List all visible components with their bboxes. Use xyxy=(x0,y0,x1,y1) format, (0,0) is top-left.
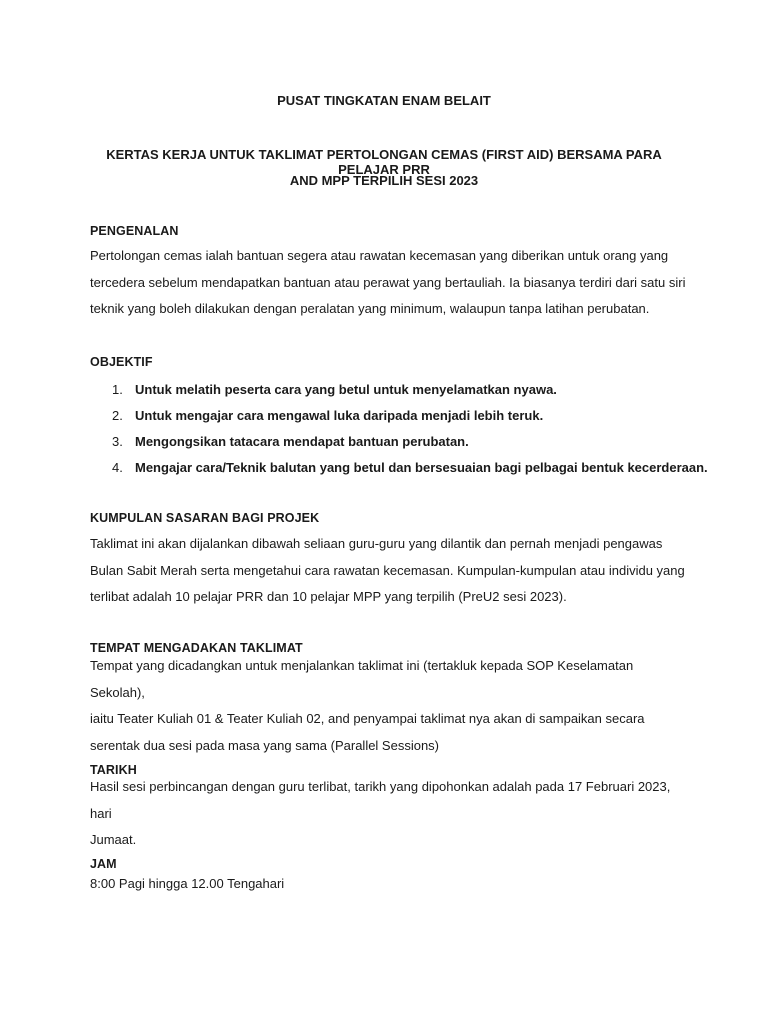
list-number: 2. xyxy=(112,407,123,423)
list-item xyxy=(90,402,730,428)
tempat-line: serentak dua sesi pada masa yang sama (Parallel Sessions) xyxy=(90,737,440,753)
pengenalan-paragraph xyxy=(90,243,690,323)
objektif-heading: OBJEKTIF xyxy=(90,355,153,369)
jam-heading: JAM xyxy=(90,857,117,871)
tarikh-paragraph xyxy=(90,774,690,854)
kumpulan-line: terlibat adalah 10 pelajar PRR dan 10 pelajar MPP yang terpilih (PreU2 sesi 2023). xyxy=(90,589,567,604)
kumpulan-heading: KUMPULAN SASARAN BAGI PROJEK xyxy=(90,511,320,525)
list-item xyxy=(90,428,730,454)
objektif-list xyxy=(90,376,730,481)
list-item xyxy=(90,376,730,402)
list-text: Untuk mengajar cara mengawal luka daripada menjadi lebih teruk. xyxy=(135,407,544,423)
list-number: 1. xyxy=(112,381,123,397)
list-item xyxy=(90,455,730,481)
tarikh-line: Jumaat. xyxy=(90,832,137,847)
list-text: Mengajar cara/Teknik balutan yang betul dan bersesuaian bagi pelbagai bentuk kecerderaan. xyxy=(135,460,708,476)
pengenalan-line: tercedera sebelum mendapatkan bantuan atau perawat yang bertauliah. Ia biasanya terdiri dari satu siri xyxy=(90,274,686,290)
kumpulan-line: Taklimat ini akan dijalankan dibawah seliaan guru-guru yang dilantik dan pernah menjadi pengawas xyxy=(90,536,663,551)
jam-value: 8:00 Pagi hingga 12.00 Tengahari xyxy=(90,876,285,891)
paper-title-line-1: KERTAS KERJA UNTUK TAKLIMAT PERTOLONGAN CEMAS (FIRST AID) BERSAMA PARA PELAJAR PRR xyxy=(106,147,662,177)
pengenalan-line: Pertolongan cemas ialah bantuan segera atau rawatan kecemasan yang diberikan untuk orang yang xyxy=(90,248,669,263)
tarikh-line: Hasil sesi perbincangan dengan guru terlibat, tarikh yang dipohonkan adalah pada 17 Februari 2023, hari xyxy=(90,779,671,821)
tarikh-heading: TARIKH xyxy=(90,763,137,777)
pengenalan-line: teknik yang boleh dilakukan dengan peralatan yang minimum, walaupun tanpa latihan perubatan. xyxy=(90,301,650,316)
tempat-paragraph xyxy=(90,653,690,759)
school-title: PUSAT TINGKATAN ENAM BELAIT xyxy=(277,93,491,108)
tempat-line: Tempat yang dicadangkan untuk menjalankan taklimat ini (tertakluk kepada SOP Keselamatan Sekolah), xyxy=(90,658,634,700)
list-number: 3. xyxy=(112,433,123,449)
list-text: Mengongsikan tatacara mendapat bantuan perubatan. xyxy=(135,433,469,449)
kumpulan-paragraph xyxy=(90,531,690,611)
tempat-heading: TEMPAT MENGADAKAN TAKLIMAT xyxy=(90,641,303,655)
tempat-line: iaitu Teater Kuliah 01 & Teater Kuliah 02, and penyampai taklimat nya akan di sampaikan secara xyxy=(90,711,645,726)
paper-title-line-2: AND MPP TERPILIH SESI 2023 xyxy=(289,173,479,188)
pengenalan-heading: PENGENALAN xyxy=(90,224,179,238)
list-text: Untuk melatih peserta cara yang betul untuk menyelamatkan nyawa. xyxy=(135,381,557,397)
kumpulan-line: Bulan Sabit Merah serta mengetahui cara rawatan kecemasan. Kumpulan-kumpulan atau individu yang xyxy=(90,562,685,578)
list-number: 4. xyxy=(112,460,123,476)
